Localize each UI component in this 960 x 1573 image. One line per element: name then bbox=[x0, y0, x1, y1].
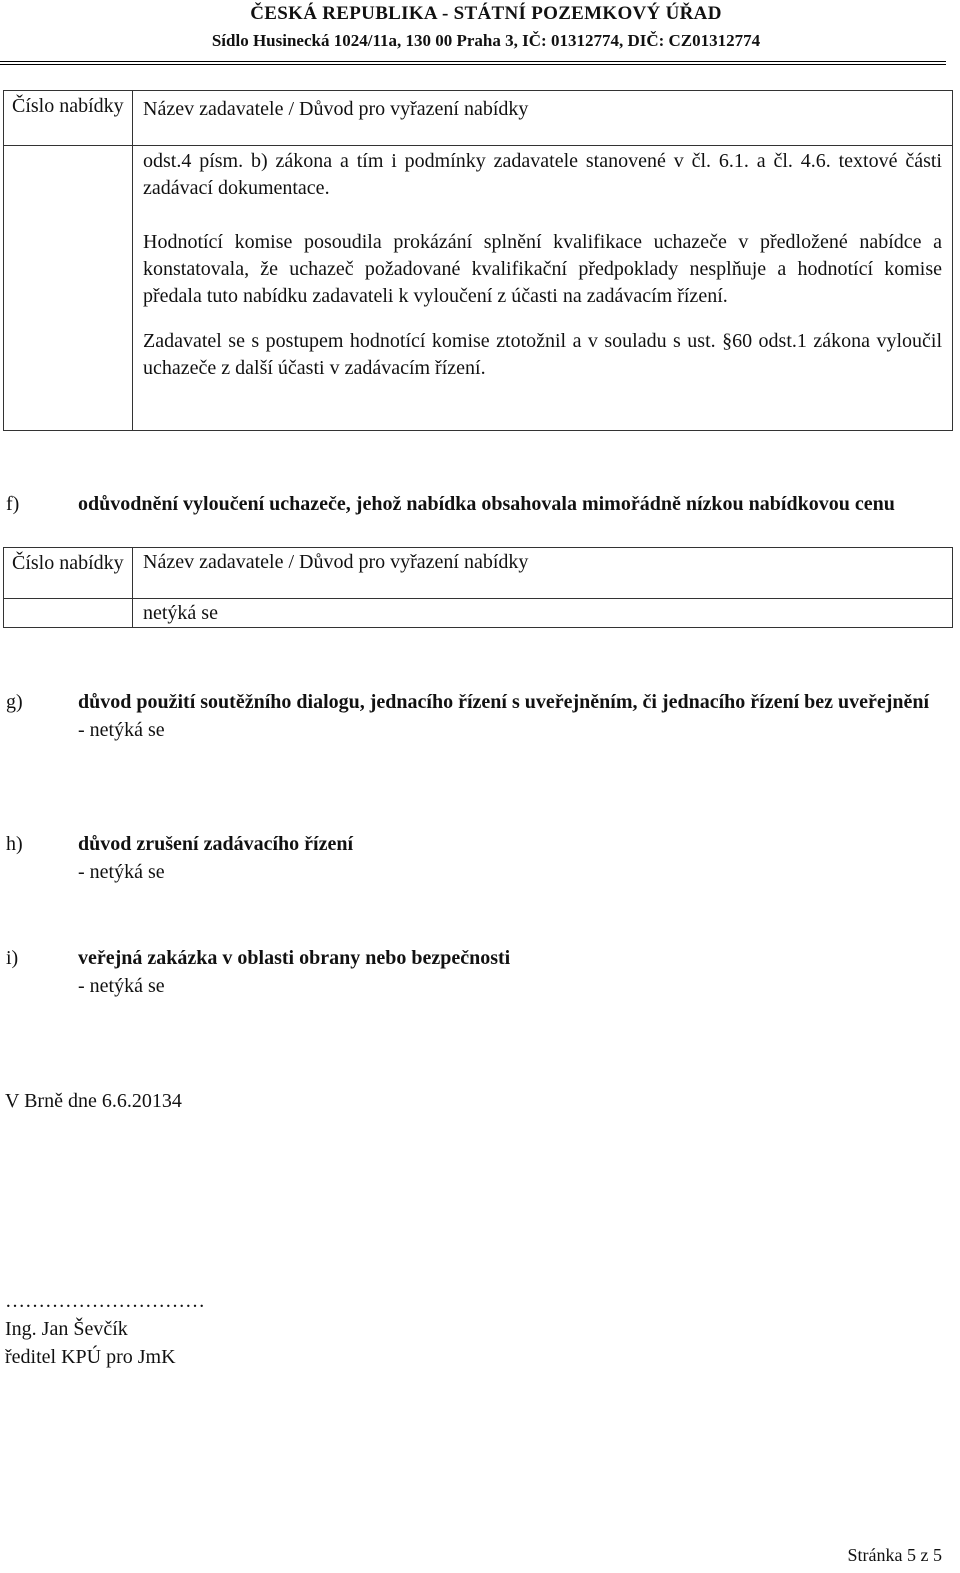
section-i-value: - netýká se bbox=[78, 975, 165, 997]
section-g-label: g) bbox=[6, 691, 23, 713]
section-f-value: netýká se bbox=[143, 602, 218, 624]
reason-paragraph-3: Zadavatel se s postupem hodnotící komise ztotožnil a v souladu s ust. §60 odst.1 zákona vyloučil uchazeče z další účasti v zadávacím řízení. bbox=[143, 330, 942, 379]
offer-number-cell bbox=[4, 146, 133, 431]
section-i-label: i) bbox=[6, 947, 19, 969]
header-divider bbox=[0, 61, 946, 65]
col-offer-number-header bbox=[4, 91, 133, 146]
table-row bbox=[4, 146, 953, 431]
section-g-title: důvod použití soutěžního dialogu, jednacího řízení s uveřejněním, či jednacího řízení bez uveřejnění bbox=[78, 691, 930, 713]
col-reason-header bbox=[133, 91, 953, 146]
section-i bbox=[6, 944, 946, 1000]
page-number: Stránka 5 z 5 bbox=[847, 1545, 942, 1565]
table-header-row bbox=[4, 91, 953, 146]
section-g bbox=[6, 688, 946, 744]
section-f bbox=[6, 490, 946, 518]
header-title: ČESKÁ REPUBLIKA - STÁTNÍ POZEMKOVÝ ÚŘAD bbox=[250, 3, 722, 24]
section-f-title: odůvodnění vyloučení uchazeče, jehož nabídka obsahovala mimořádně nízkou nabídkovou cenu bbox=[78, 493, 895, 515]
section-i-title: veřejná zakázka v oblasti obrany nebo bezpečnosti bbox=[78, 947, 511, 969]
offer-number-label: Číslo nabídky bbox=[12, 552, 124, 574]
offer-number-label: Číslo nabídky bbox=[12, 95, 124, 117]
col-offer-number-header bbox=[4, 548, 133, 599]
section-h-value: - netýká se bbox=[78, 861, 165, 883]
reason-header-label: Název zadavatele / Důvod pro vyřazení nabídky bbox=[143, 551, 529, 573]
col-reason-header bbox=[133, 548, 953, 599]
table-header-row bbox=[4, 548, 953, 599]
place-date: V Brně dne 6.6.20134 bbox=[5, 1090, 182, 1112]
document-header bbox=[0, 2, 960, 52]
exclusion-table bbox=[3, 90, 953, 431]
offer-number-cell bbox=[4, 599, 133, 628]
reason-paragraph-2: Hodnotící komise posoudila prokázání splnění kvalifikace uchazeče v předložené nabídce a konstatovala, že uchazeč požadované kvalifikační předpoklady nesplňuje a hodnotící komise předala tuto nabídku zadavateli k vyloučení z účasti na zadávacím řízení. bbox=[143, 231, 942, 307]
reason-header-label: Název zadavatele / Důvod pro vyřazení nabídky bbox=[143, 98, 529, 120]
signature-block bbox=[5, 1287, 205, 1371]
section-g-value: - netýká se bbox=[78, 719, 165, 741]
signatory-name: Ing. Jan Ševčík bbox=[5, 1318, 128, 1340]
reason-cell bbox=[133, 599, 953, 628]
signature-dots: ………………………… bbox=[5, 1290, 205, 1312]
reason-paragraph-1: odst.4 písm. b) zákona a tím i podmínky zadavatele stanovené v čl. 6.1. a čl. 4.6. textové části zadávací dokumentace. bbox=[143, 150, 942, 199]
section-h-title: důvod zrušení zadávacího řízení bbox=[78, 833, 354, 855]
table-row bbox=[4, 599, 953, 628]
reason-cell bbox=[133, 146, 953, 431]
section-f-label: f) bbox=[6, 493, 20, 515]
header-subtitle: Sídlo Husinecká 1024/11a, 130 00 Praha 3, IČ: 01312774, DIČ: CZ01312774 bbox=[211, 31, 761, 50]
section-h bbox=[6, 830, 946, 886]
section-h-label: h) bbox=[6, 833, 23, 855]
low-price-table bbox=[3, 547, 953, 628]
signatory-role: ředitel KPÚ pro JmK bbox=[5, 1346, 176, 1368]
